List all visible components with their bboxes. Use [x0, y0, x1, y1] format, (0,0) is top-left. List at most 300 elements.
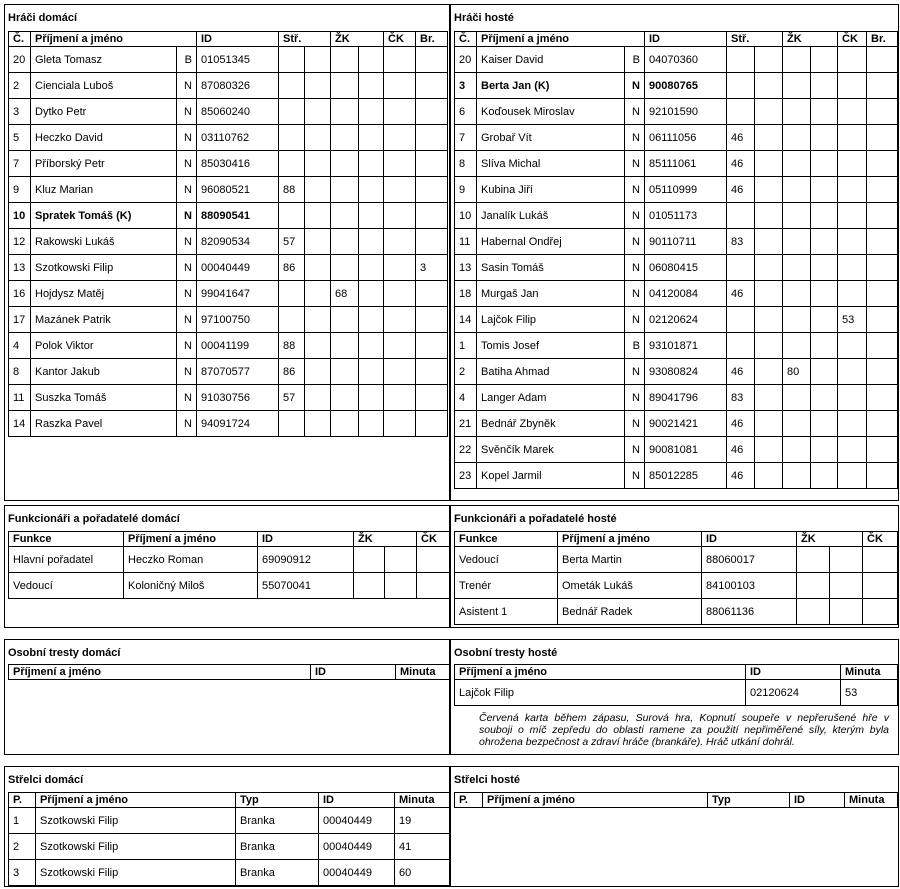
yellow-card-minute: [783, 47, 811, 73]
yellow-card-minute: [331, 125, 359, 151]
player-id: 90021421: [645, 411, 727, 437]
yellow-card-minute: [331, 385, 359, 411]
substitution-extra: [305, 359, 331, 385]
yellow-card-extra: [811, 203, 838, 229]
col-id: ID: [645, 32, 727, 47]
red-card-minute: [384, 47, 416, 73]
yellow-card-minute: [354, 573, 385, 599]
player-flag: N: [177, 333, 197, 359]
player-flag: N: [625, 281, 645, 307]
red-card-minute: [863, 599, 898, 625]
yellow-card-extra: [830, 573, 863, 599]
away-players-title: Hráči hosté: [454, 12, 514, 24]
goals-count: [867, 255, 898, 281]
scorer-order: 1: [9, 808, 36, 834]
col-number: Č.: [455, 32, 477, 47]
yellow-card-extra: [811, 73, 838, 99]
yellow-card-extra: [359, 47, 384, 73]
col-order: P.: [9, 793, 36, 808]
official-name: Ometák Lukáš: [558, 573, 702, 599]
substitution-extra: [755, 73, 783, 99]
substitution-extra: [305, 255, 331, 281]
away-players-table: [454, 31, 898, 489]
goals-count: [416, 359, 448, 385]
yellow-card-minute: [783, 177, 811, 203]
player-id: 90110711: [645, 229, 727, 255]
col-yellow-card: ŽK: [797, 532, 863, 547]
player-name: Slíva Michal: [477, 151, 625, 177]
official-name: Koloničný Miloš: [124, 573, 258, 599]
away-officials-panel: [450, 505, 899, 628]
yellow-card-minute: [331, 151, 359, 177]
player-id: 01051345: [197, 47, 279, 73]
goals-count: [416, 177, 448, 203]
player-number: 17: [9, 307, 31, 333]
col-role: Funkce: [455, 532, 558, 547]
red-card-minute: [384, 255, 416, 281]
player-row: [455, 411, 898, 437]
yellow-card-minute: [331, 255, 359, 281]
substitution-minute: 86: [279, 359, 305, 385]
official-row: [9, 547, 450, 573]
red-card-minute: [838, 411, 867, 437]
player-number: 8: [455, 151, 477, 177]
goals-count: [416, 281, 448, 307]
player-flag: N: [177, 385, 197, 411]
yellow-card-minute: [331, 73, 359, 99]
player-row: [9, 99, 448, 125]
player-id: 87070577: [197, 359, 279, 385]
player-row: [455, 255, 898, 281]
col-id: ID: [790, 793, 845, 808]
goals-count: 3: [416, 255, 448, 281]
player-flag: N: [177, 229, 197, 255]
yellow-card-extra: [359, 125, 384, 151]
yellow-card-extra: [359, 411, 384, 437]
scorer-id: 00040449: [319, 808, 395, 834]
substitution-extra: [755, 463, 783, 489]
scorer-order: 2: [9, 834, 36, 860]
substitution-extra: [305, 125, 331, 151]
col-role: Funkce: [9, 532, 124, 547]
red-card-minute: [384, 125, 416, 151]
substitution-extra: [305, 177, 331, 203]
yellow-card-minute: [797, 599, 830, 625]
player-flag: N: [625, 229, 645, 255]
home-penalties-title: Osobní tresty domácí: [8, 647, 121, 659]
substitution-minute: [727, 99, 755, 125]
player-name: Szotkowski Filip: [31, 255, 177, 281]
goals-count: [867, 333, 898, 359]
official-name: Heczko Roman: [124, 547, 258, 573]
home-players-panel: [4, 4, 450, 501]
red-card-minute: [838, 125, 867, 151]
player-number: 1: [455, 333, 477, 359]
goals-count: [867, 359, 898, 385]
goal-type: Branka: [236, 808, 319, 834]
goals-count: [416, 99, 448, 125]
red-card-minute: [384, 281, 416, 307]
yellow-card-extra: [811, 411, 838, 437]
goal-type: Branka: [236, 834, 319, 860]
away-penalties-panel: [450, 639, 899, 755]
official-row: [455, 573, 898, 599]
player-name: Janalík Lukáš: [477, 203, 625, 229]
player-number: 3: [455, 73, 477, 99]
col-minute: Minuta: [845, 793, 898, 808]
away-officials-header-row: [455, 532, 898, 547]
player-row: [455, 73, 898, 99]
col-name: Příjmení a jméno: [36, 793, 236, 808]
col-name: Příjmení a jméno: [558, 532, 702, 547]
official-role: Vedoucí: [9, 573, 124, 599]
player-number: 6: [455, 99, 477, 125]
player-row: [455, 463, 898, 489]
player-row: [455, 203, 898, 229]
goals-count: [867, 437, 898, 463]
red-card-minute: [838, 281, 867, 307]
col-id: ID: [319, 793, 395, 808]
player-row: [455, 125, 898, 151]
player-name: Mazánek Patrik: [31, 307, 177, 333]
official-role: Vedoucí: [455, 547, 558, 573]
col-minute: Minuta: [395, 793, 450, 808]
substitution-extra: [755, 255, 783, 281]
player-name: Bednář Zbyněk: [477, 411, 625, 437]
substitution-minute: 83: [727, 385, 755, 411]
substitution-minute: 46: [727, 411, 755, 437]
player-number: 16: [9, 281, 31, 307]
official-name: Berta Martin: [558, 547, 702, 573]
player-flag: N: [625, 73, 645, 99]
red-card-minute: [863, 573, 898, 599]
substitution-extra: [305, 203, 331, 229]
player-number: 9: [9, 177, 31, 203]
yellow-card-minute: [331, 47, 359, 73]
substitution-extra: [305, 281, 331, 307]
substitution-extra: [755, 125, 783, 151]
yellow-card-minute: [331, 203, 359, 229]
player-flag: N: [625, 99, 645, 125]
player-flag: B: [177, 47, 197, 73]
goal-minute: 19: [395, 808, 450, 834]
substitution-minute: 86: [279, 255, 305, 281]
player-number: 12: [9, 229, 31, 255]
goals-count: [867, 99, 898, 125]
goals-count: [416, 151, 448, 177]
official-id: 88060017: [702, 547, 797, 573]
goals-count: [416, 333, 448, 359]
substitution-extra: [755, 229, 783, 255]
player-id: 94091724: [197, 411, 279, 437]
yellow-card-extra: [811, 385, 838, 411]
player-number: 7: [9, 151, 31, 177]
home-penalties-panel: [4, 639, 450, 755]
player-id: 92101590: [645, 99, 727, 125]
yellow-card-extra: [359, 281, 384, 307]
player-number: 11: [455, 229, 477, 255]
substitution-minute: 46: [727, 463, 755, 489]
substitution-extra: [755, 281, 783, 307]
player-row: [9, 151, 448, 177]
red-card-minute: [838, 333, 867, 359]
player-name: Cienciala Luboš: [31, 73, 177, 99]
col-name: Příjmení a jméno: [483, 793, 708, 808]
scorer-name: Szotkowski Filip: [36, 860, 236, 886]
home-officials-panel: [4, 505, 450, 628]
yellow-card-extra: [359, 229, 384, 255]
player-number: 3: [9, 99, 31, 125]
yellow-card-minute: [783, 99, 811, 125]
player-name: Grobař Vít: [477, 125, 625, 151]
player-number: 4: [9, 333, 31, 359]
home-officials-title: Funkcionáři a pořadatelé domácí: [8, 513, 180, 525]
player-row: [455, 359, 898, 385]
goals-count: [416, 203, 448, 229]
player-name: Suszka Tomáš: [31, 385, 177, 411]
player-id: 01051173: [645, 203, 727, 229]
substitution-minute: 57: [279, 229, 305, 255]
player-row: [455, 385, 898, 411]
yellow-card-minute: [331, 99, 359, 125]
player-flag: N: [177, 281, 197, 307]
substitution-minute: [727, 255, 755, 281]
scorer-id: 00040449: [319, 834, 395, 860]
player-id: 93080824: [645, 359, 727, 385]
yellow-card-minute: [783, 281, 811, 307]
player-number: 20: [9, 47, 31, 73]
red-card-minute: [863, 547, 898, 573]
yellow-card-minute: [331, 307, 359, 333]
yellow-card-minute: [797, 573, 830, 599]
yellow-card-extra: [811, 229, 838, 255]
red-card-minute: [384, 177, 416, 203]
player-flag: N: [625, 359, 645, 385]
yellow-card-extra: [811, 333, 838, 359]
col-type: Typ: [708, 793, 790, 808]
away-penalties-title: Osobní tresty hosté: [454, 647, 558, 659]
goals-count: [867, 151, 898, 177]
substitution-extra: [755, 203, 783, 229]
goals-count: [867, 385, 898, 411]
substitution-extra: [305, 99, 331, 125]
player-name: Tomis Josef: [477, 333, 625, 359]
yellow-card-extra: [811, 281, 838, 307]
player-number: 18: [455, 281, 477, 307]
substitution-minute: [279, 47, 305, 73]
player-name: Lajčok Filip: [477, 307, 625, 333]
substitution-minute: [279, 151, 305, 177]
player-name: Svěnčík Marek: [477, 437, 625, 463]
col-red-card: ČK: [384, 32, 416, 47]
col-type: Typ: [236, 793, 319, 808]
yellow-card-minute: [783, 333, 811, 359]
penalty-description: Červená karta během zápasu, Surová hra, Kopnutí soupeře v nepřerušené hře v souboji o míč zepředu do oblasti ramene za použití nepřiměřené síly, kterým byla ohrožena bezpečnost a zdraví hráče (brankáře). Hráč utkání dohrál.: [479, 712, 889, 748]
player-row: [9, 203, 448, 229]
player-id: 89041796: [645, 385, 727, 411]
yellow-card-minute: [797, 547, 830, 573]
player-name: Kaiser David: [477, 47, 625, 73]
substitution-minute: 46: [727, 437, 755, 463]
away-penalties-table: [454, 664, 898, 706]
yellow-card-extra: [811, 99, 838, 125]
home-players-table: [8, 31, 448, 437]
scorer-row: [9, 834, 450, 860]
yellow-card-extra: [811, 177, 838, 203]
player-flag: N: [177, 255, 197, 281]
home-scorers-header-row: [9, 793, 450, 808]
player-id: 04120084: [645, 281, 727, 307]
substitution-minute: 46: [727, 177, 755, 203]
goals-count: [416, 385, 448, 411]
player-id: 03110762: [197, 125, 279, 151]
substitution-extra: [755, 385, 783, 411]
yellow-card-minute: [783, 73, 811, 99]
substitution-minute: [727, 47, 755, 73]
player-id: 93101871: [645, 333, 727, 359]
col-id: ID: [746, 665, 841, 680]
player-number: 9: [455, 177, 477, 203]
player-number: 13: [455, 255, 477, 281]
player-name: Heczko David: [31, 125, 177, 151]
player-id: 05110999: [645, 177, 727, 203]
yellow-card-extra: [811, 437, 838, 463]
player-name: Kluz Marian: [31, 177, 177, 203]
substitution-extra: [755, 333, 783, 359]
substitution-minute: [279, 411, 305, 437]
red-card-minute: [838, 203, 867, 229]
col-red-card: ČK: [863, 532, 898, 547]
player-row: [9, 385, 448, 411]
penalty-player-id: 02120624: [746, 680, 841, 706]
player-number: 14: [9, 411, 31, 437]
red-card-minute: [384, 151, 416, 177]
player-number: 14: [455, 307, 477, 333]
player-name: Langer Adam: [477, 385, 625, 411]
player-row: [9, 255, 448, 281]
scorer-id: 00040449: [319, 860, 395, 886]
player-id: 90081081: [645, 437, 727, 463]
player-flag: N: [625, 411, 645, 437]
away-officials-table: [454, 531, 898, 625]
red-card-minute: [417, 547, 450, 573]
away-scorers-title: Střelci hosté: [454, 774, 521, 786]
red-card-minute: [417, 573, 450, 599]
player-number: 8: [9, 359, 31, 385]
red-card-minute: [838, 229, 867, 255]
player-flag: N: [177, 411, 197, 437]
col-substitution: Stř.: [279, 32, 331, 47]
yellow-card-minute: [783, 437, 811, 463]
col-name: Příjmení a jméno: [9, 665, 311, 680]
substitution-extra: [755, 99, 783, 125]
col-name: Příjmení a jméno: [477, 32, 645, 47]
substitution-minute: [727, 307, 755, 333]
official-id: 84100103: [702, 573, 797, 599]
official-role: Trenér: [455, 573, 558, 599]
player-name: Hojdysz Matěj: [31, 281, 177, 307]
official-role: Asistent 1: [455, 599, 558, 625]
scorer-row: [9, 860, 450, 886]
away-scorers-panel: [450, 766, 899, 887]
player-name: Raszka Pavel: [31, 411, 177, 437]
player-id: 02120624: [645, 307, 727, 333]
player-flag: B: [625, 47, 645, 73]
player-number: 20: [455, 47, 477, 73]
player-row: [455, 229, 898, 255]
player-name: Příborský Petr: [31, 151, 177, 177]
red-card-minute: [838, 73, 867, 99]
col-goals: Br.: [867, 32, 898, 47]
red-card-minute: [838, 47, 867, 73]
yellow-card-minute: [783, 203, 811, 229]
goals-count: [867, 125, 898, 151]
col-goals: Br.: [416, 32, 448, 47]
player-name: Rakowski Lukáš: [31, 229, 177, 255]
yellow-card-minute: [783, 255, 811, 281]
player-name: Habernal Ondřej: [477, 229, 625, 255]
official-row: [455, 547, 898, 573]
col-id: ID: [702, 532, 797, 547]
substitution-extra: [755, 151, 783, 177]
goals-count: [867, 229, 898, 255]
player-id: 85111061: [645, 151, 727, 177]
home-penalties-header-row: [9, 665, 450, 680]
player-name: Kopel Jarmil: [477, 463, 625, 489]
substitution-minute: [279, 307, 305, 333]
yellow-card-minute: [783, 385, 811, 411]
col-order: P.: [455, 793, 483, 808]
substitution-minute: 88: [279, 177, 305, 203]
substitution-extra: [755, 307, 783, 333]
player-id: 00041199: [197, 333, 279, 359]
red-card-minute: [384, 359, 416, 385]
col-id: ID: [197, 32, 279, 47]
yellow-card-extra: [385, 547, 417, 573]
red-card-minute: [838, 99, 867, 125]
player-row: [455, 47, 898, 73]
player-row: [9, 73, 448, 99]
substitution-minute: [727, 333, 755, 359]
away-scorers-header-row: [455, 793, 898, 808]
substitution-extra: [305, 47, 331, 73]
substitution-minute: 46: [727, 281, 755, 307]
home-scorers-title: Střelci domácí: [8, 774, 84, 786]
substitution-extra: [305, 307, 331, 333]
substitution-minute: [727, 73, 755, 99]
substitution-minute: 83: [727, 229, 755, 255]
scorer-name: Szotkowski Filip: [36, 834, 236, 860]
goals-count: [867, 177, 898, 203]
goals-count: [867, 411, 898, 437]
player-id: 06080415: [645, 255, 727, 281]
yellow-card-extra: [811, 151, 838, 177]
player-name: Spratek Tomáš (K): [31, 203, 177, 229]
away-scorers-table: [454, 792, 898, 808]
scorer-name: Szotkowski Filip: [36, 808, 236, 834]
goals-count: [867, 203, 898, 229]
substitution-extra: [755, 411, 783, 437]
col-yellow-card: ŽK: [331, 32, 384, 47]
official-role: Hlavní pořadatel: [9, 547, 124, 573]
player-id: 91030756: [197, 385, 279, 411]
player-flag: N: [625, 463, 645, 489]
col-minute: Minuta: [841, 665, 898, 680]
player-flag: N: [177, 177, 197, 203]
goals-count: [416, 125, 448, 151]
penalty-player-name: Lajčok Filip: [455, 680, 746, 706]
yellow-card-extra: [830, 599, 863, 625]
